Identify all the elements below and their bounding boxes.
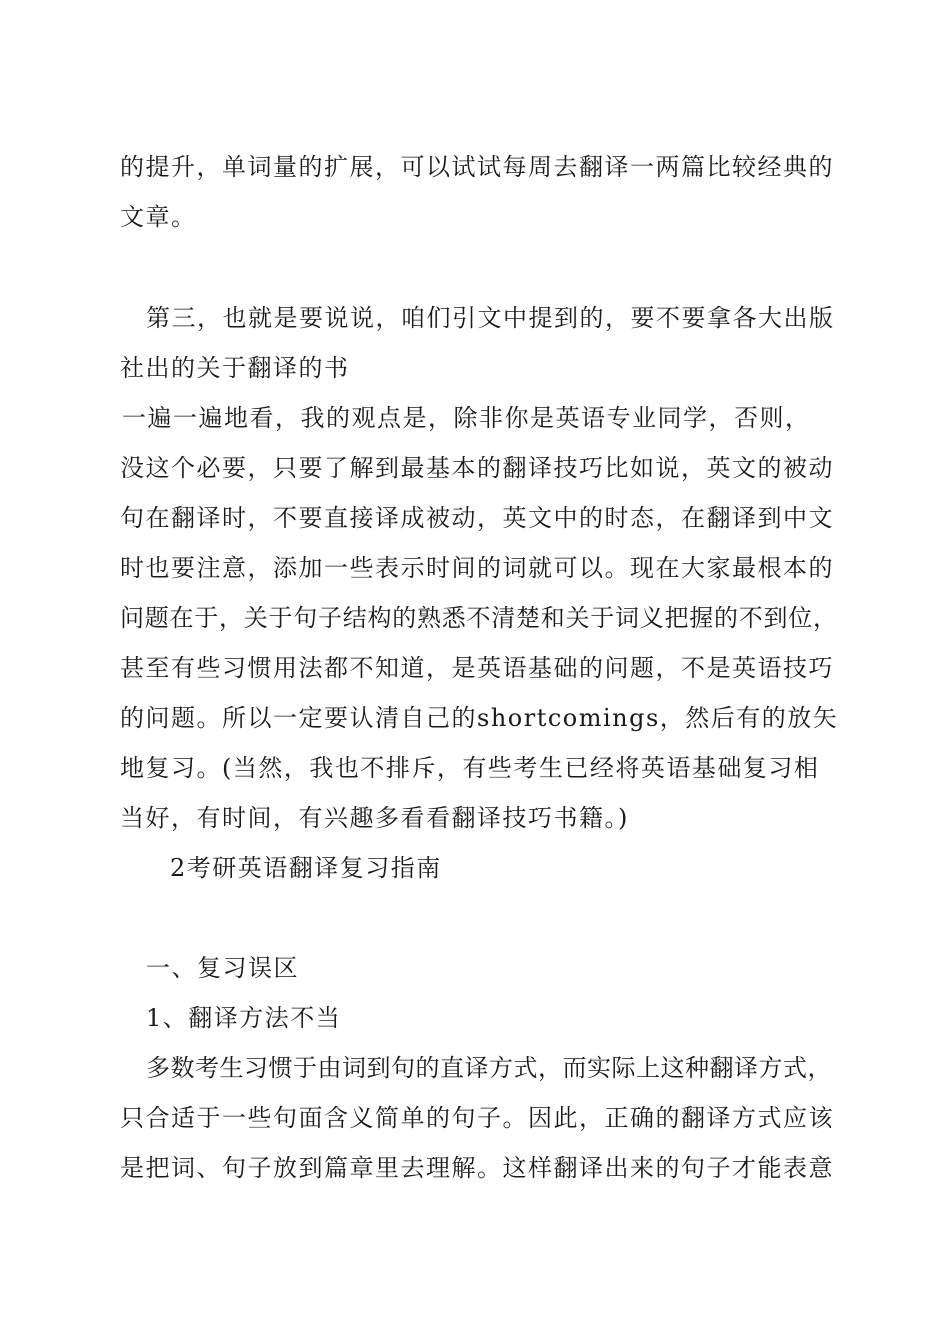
paragraph-line: 没这个必要，只要了解到最基本的翻译技巧比如说，英文的被动 <box>120 454 834 482</box>
paragraph-line: 的问题。所以一定要认清自己的shortcomings，然后有的放矢 <box>120 704 839 732</box>
subheading: 1、翻译方法不当 <box>146 1004 342 1032</box>
paragraph-line: 句在翻译时，不要直接译成被动，英文中的时态，在翻译到中文 <box>120 504 834 532</box>
paragraph-line: 当好，有时间，有兴趣多看看翻译技巧书籍。) <box>120 804 629 832</box>
paragraph-line: 第三，也就是要说说，咱们引文中提到的，要不要拿各大出版 <box>146 304 835 332</box>
paragraph-line: 的提升，单词量的扩展，可以试试每周去翻译一两篇比较经典的 <box>120 153 834 181</box>
paragraph-line: 多数考生习惯于由词到句的直译方式，而实际上这种翻译方式， <box>146 1054 832 1082</box>
paragraph-line: 社出的关于翻译的书 <box>120 354 350 382</box>
paragraph-line: 甚至有些习惯用法都不知道，是英语基础的问题，不是英语技巧 <box>120 654 834 682</box>
paragraph-line: 时也要注意，添加一些表示时间的词就可以。现在大家最根本的 <box>120 554 834 582</box>
paragraph-line: 是把词、句子放到篇章里去理解。这样翻译出来的句子才能表意 <box>120 1154 834 1182</box>
paragraph-line: 只合适于一些句面含义简单的句子。因此，正确的翻译方式应该 <box>120 1104 834 1132</box>
paragraph-line: 文章。 <box>120 203 197 231</box>
paragraph-line: 地复习。(当然，我也不排斥，有些考生已经将英语基础复习相 <box>120 754 820 782</box>
paragraph-line: 问题在于，关于句子结构的熟悉不清楚和关于词义把握的不到位， <box>120 604 838 632</box>
paragraph-line: 一遍一遍地看，我的观点是，除非你是英语专业同学，否则， <box>122 404 811 432</box>
subheading: 一、复习误区 <box>146 954 299 982</box>
section-heading: 2考研英语翻译复习指南 <box>170 854 442 882</box>
